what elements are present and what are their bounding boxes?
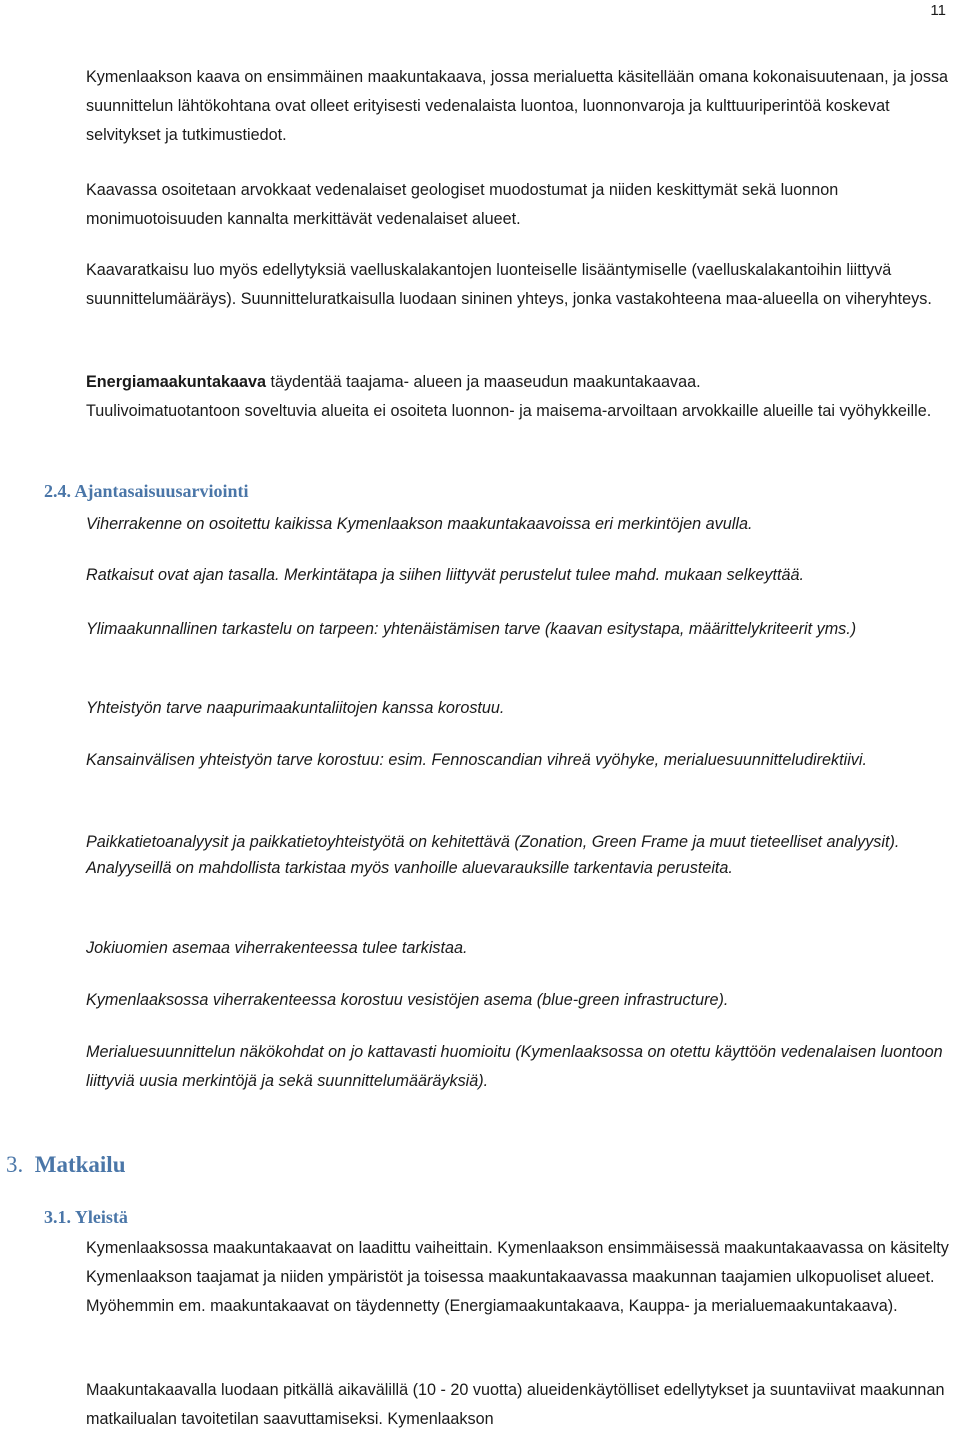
assessment-item: Kymenlaaksossa viherrakenteessa korostuu vesistöjen asema (blue-green infrastructure). — [86, 991, 729, 1009]
page-number: 11 — [930, 2, 946, 19]
section-number: 2.4. — [44, 481, 71, 501]
assessment-item: Paikkatietoanalyysit ja paikkatietoyhteistyötä on kehitettävä (Zonation, Green Frame ja muut tieteelliset analyysit). Analyyseillä on mahdollista tarkistaa myös vanhoille aluevarauksille tarkentavia perusteita. — [86, 833, 900, 877]
paragraph-yleista-1: Kymenlaaksossa maakuntakaavat on laadittu vaiheittain. Kymenlaakson ensimmäisessä maakuntakaavassa on käsitelty Kymenlaakson taajamat ja niiden ympäristöt ja toisessa maakuntakaavassa maakunnan taajamien ulkopuoliset alueet. Myöhemmin em. maakuntakaavat on täydennetty (Energiamaakuntakaava, Kauppa- ja merialuemaakuntakaava). — [86, 1239, 949, 1315]
assessment-item: Jokiuomien asemaa viherrakenteessa tulee tarkistaa. — [86, 939, 468, 957]
section-title: Yleistä — [74, 1207, 128, 1227]
paragraph-yleista-2: Maakuntakaavalla luodaan pitkällä aikavälillä (10 - 20 vuotta) alueidenkäytölliset edellytykset ja suuntaviivat maakunnan matkailualan tavoitetilan saavuttamiseksi. Kymenlaakson — [86, 1381, 945, 1428]
paragraph-merialue: Kymenlaakson kaava on ensimmäinen maakuntakaava, jossa merialuetta käsitellään omana kokonaisuutenaan, ja jossa suunnittelun lähtökohtana ovat olleet erityisesti vedenalaista luontoa, luonnonvaroja ja kulttuuriperintöä koskevat selvitykset ja tutkimustiedot. — [86, 68, 949, 144]
section-number: 3.1. — [44, 1207, 71, 1227]
assessment-item: Ratkaisut ovat ajan tasalla. Merkintätapa ja siihen liittyvät perustelut tulee mahd. mukaan selkeyttää. — [86, 566, 805, 584]
section-heading-2-4 — [44, 481, 249, 502]
assessment-item: Yhteistyön tarve naapurimaakuntaliitojen kanssa korostuu. — [86, 699, 505, 717]
section-number: 3. — [6, 1152, 24, 1177]
paragraph-energiamaakuntakaava — [86, 368, 954, 397]
assessment-item: Merialuesuunnittelun näkökohdat on jo kattavasti huomioitu (Kymenlaaksossa on otettu käyttöön vedenalaisen luontoon liittyviä uusia merkintöjä ja sekä suunnittelumääräyksiä). — [86, 1043, 943, 1090]
energiamaakuntakaava-text: täydentää taajama- alueen ja maaseudun maakuntakaavaa. — [265, 373, 701, 391]
assessment-item: Kansainvälisen yhteistyön tarve korostuu: esim. Fennoscandian vihreä vyöhyke, merialuesuunnitteludirektiivi. — [86, 751, 867, 769]
section-heading-3 — [6, 1152, 125, 1178]
section-title: Ajantasaisuusarviointi — [74, 481, 249, 501]
energiamaakuntakaava-term: Energiamaakuntakaava — [86, 373, 266, 391]
section-title: Matkailu — [34, 1152, 126, 1177]
paragraph-tuulivoima: Tuulivoimatuotantoon soveltuvia alueita ei osoiteta luonnon- ja maisema-arvoiltaan arvokkaille alueille tai vyöhykkeille. — [86, 402, 932, 420]
assessment-item: Ylimaakunnallinen tarkastelu on tarpeen: yhtenäistämisen tarve (kaavan esitystapa, määrittelykriteerit yms.) — [86, 620, 857, 638]
paragraph-geologiset: Kaavassa osoitetaan arvokkaat vedenalaiset geologiset muodostumat ja niiden keskittymät sekä luonnon monimuotoisuuden kannalta merkittävät vedenalaiset alueet. — [86, 181, 839, 228]
paragraph-kaavaratkaisu: Kaavaratkaisu luo myös edellytyksiä vaelluskalakantojen luonteiselle lisääntymiselle (vaelluskalakantoihin liittyvä suunnittelumääräys). Suunnitteluratkaisulla luodaan sininen yhteys, jonka vastakohteena maa-alueella on viheryhteys. — [86, 261, 932, 308]
assessment-item: Viherrakenne on osoitettu kaikissa Kymenlaakson maakuntakaavoissa eri merkintöjen avulla. — [86, 515, 753, 533]
section-heading-3-1 — [44, 1207, 128, 1228]
